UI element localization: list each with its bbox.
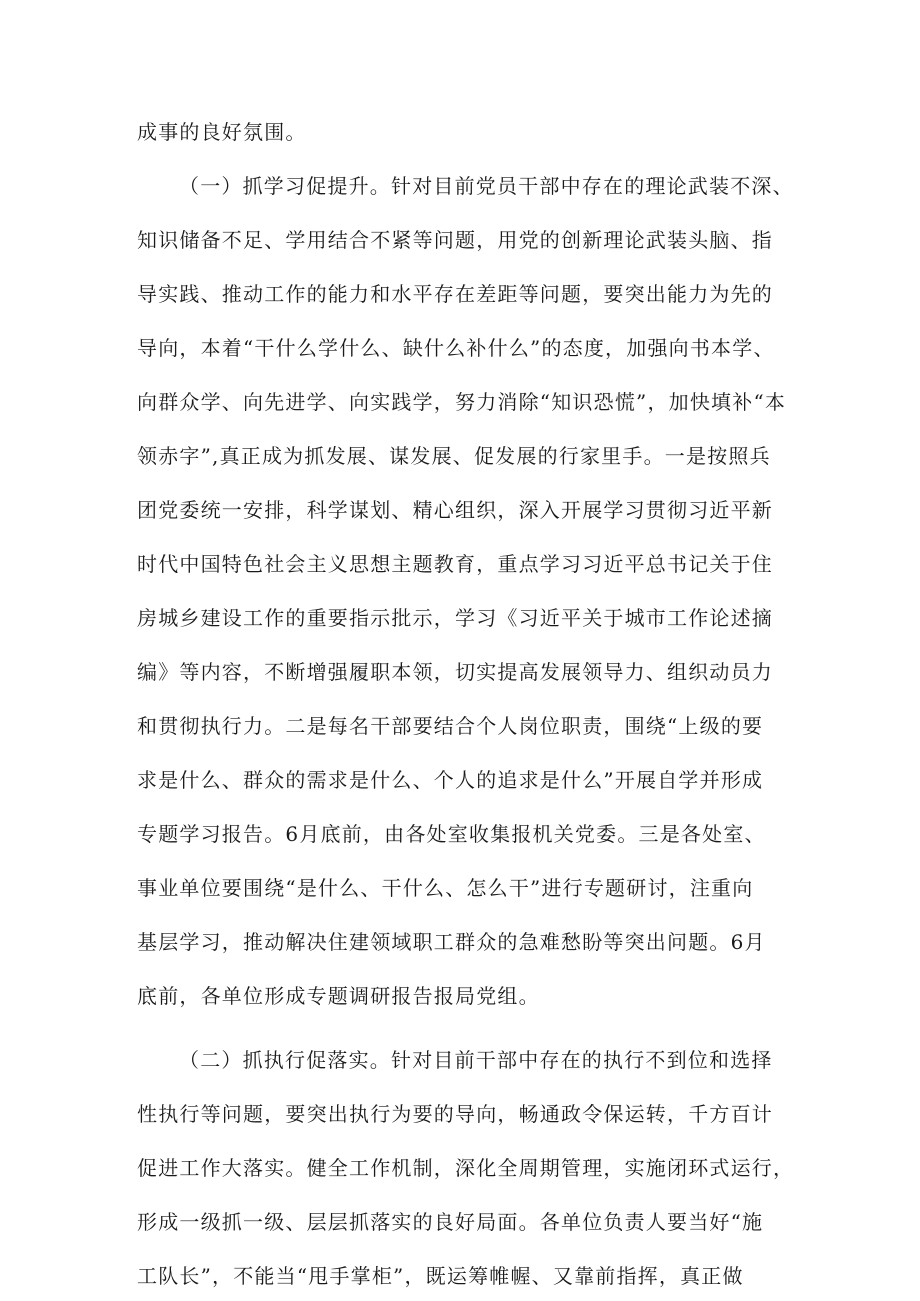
text-line: 基层学习，推动解决住建领域职工群众的急难愁盼等突出问题。6月: [137, 930, 766, 954]
text-line: 团党委统一安排，科学谋划、精心组织，深入开展学习贯彻习近平新: [137, 498, 773, 522]
text-line: 向群众学、向先进学、向实践学，努力消除“知识恐慌”，加快填补“本: [137, 390, 787, 414]
text-line: 成事的良好氛围。: [137, 120, 307, 144]
text-line: 编》等内容，不断增强履职本领，切实提高发展领导力、组织动员力: [137, 660, 773, 684]
text-line: 导实践、推动工作的能力和水平存在差距等问题，要突出能力为先的: [137, 282, 773, 306]
text-line: 导向，本着“干什么学什么、缺什么补什么”的态度，加强向书本学、: [137, 336, 775, 360]
section-heading-line: （一）抓学习促提升。针对目前党员干部中存在的理论武装不深、: [179, 174, 794, 198]
text-line: 工队长”，不能当“甩手掌柜”，既运筹帷幄、又靠前指挥，真正做: [137, 1264, 744, 1288]
section-heading-line: （二）抓执行促落实。针对目前干部中存在的执行不到位和选择: [179, 1048, 773, 1072]
text-line: 知识储备不足、学用结合不紧等问题，用党的创新理论武装头脑、指: [137, 228, 773, 252]
text-line: 性执行等问题，要突出执行为要的导向，畅通政令保运转，千方百计: [137, 1102, 773, 1126]
text-line: 促进工作大落实。健全工作机制，深化全周期管理，实施闭环式运行，: [137, 1156, 795, 1180]
text-line: 底前，各单位形成专题调研报告报局党组。: [137, 984, 540, 1008]
text-line: 专题学习报告。6月底前，由各处室收集报机关党委。三是各处室、: [137, 822, 766, 846]
text-line: 求是什么、群众的需求是什么、个人的追求是什么”开展自学并形成: [137, 768, 764, 792]
text-line: 形成一级抓一级、层层抓落实的良好局面。各单位负责人要当好“施: [137, 1210, 764, 1234]
text-line: 房城乡建设工作的重要指示批示，学习《习近平关于城市工作论述摘: [137, 606, 773, 630]
text-line: 事业单位要围绕“是什么、干什么、怎么干”进行专题研讨，注重向: [137, 876, 754, 900]
text-line: 领赤字”,真正成为抓发展、谋发展、促发展的行家里手。一是按照兵: [137, 444, 771, 468]
text-line: 和贯彻执行力。二是每名干部要结合个人岗位职责，围绕“上级的要: [137, 714, 764, 738]
text-line: 时代中国特色社会主义思想主题教育，重点学习习近平总书记关于住: [137, 552, 773, 576]
